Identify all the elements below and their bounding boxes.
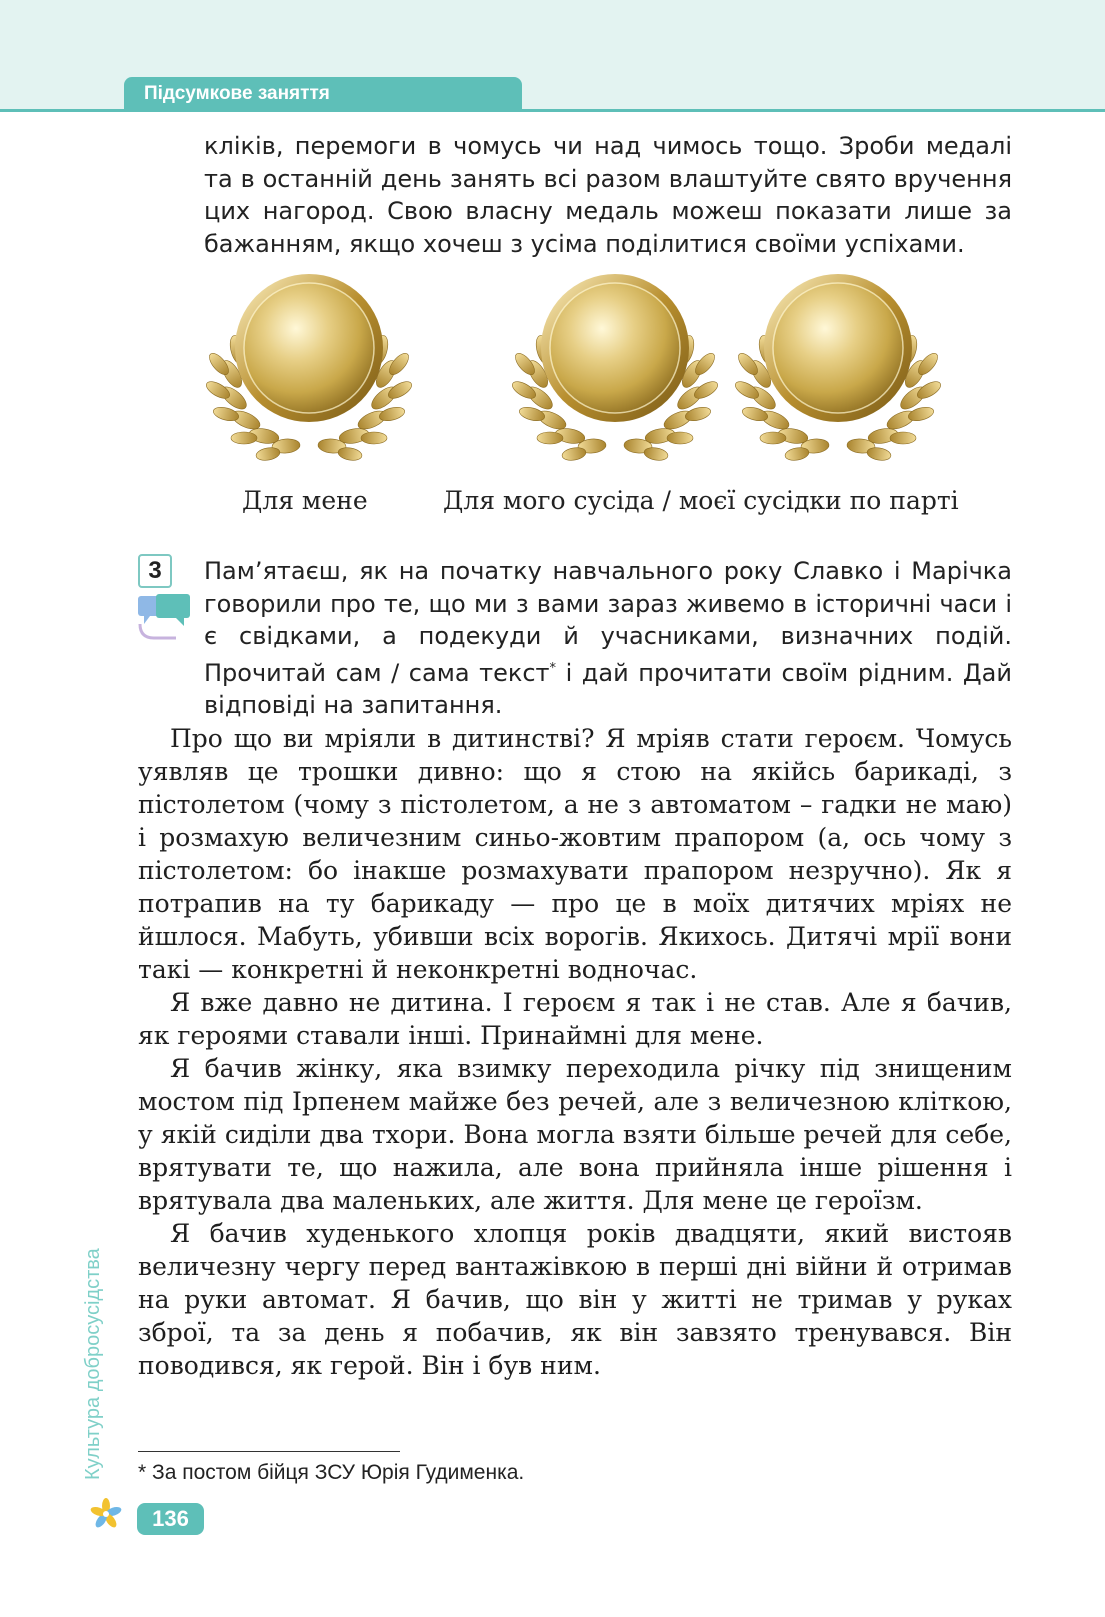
footnote: * За постом бійця ЗСУ Юрія Гудименка.: [138, 1461, 525, 1484]
page-number: 136: [137, 1503, 204, 1535]
book-title-vertical: Культура добросусідства: [82, 1248, 104, 1480]
task-number: 3: [138, 554, 172, 588]
story-paragraph: Про що ви мріяли в дитинстві? Я мріяв стати героєм. Чомусь уявляв це трошки дивно: що я стою на якійсь барикаді, з пістолетом (чому з пістолетом, а не з автоматом – гадки не маю) і розмахую величезним синьо-жовтим прапором (а, ось чому з пістолетом: бо інакше розмахувати прапором незручно). Як я потрапив на ту барикаду — про це в моїх дитячих мріях не йшлося. Мабуть, убивши всіх ворогів. Якихось. Дитячі мрії вони такі — конкретні й неконкретні водночас.: [138, 724, 1012, 984]
medal-for-neighbor-2: [733, 272, 943, 472]
footnote-rule: [138, 1451, 400, 1452]
medal-for-neighbor-1: [510, 272, 720, 472]
medal-for-me: [204, 272, 414, 472]
discussion-icon: [136, 594, 194, 644]
story-paragraph: Я бачив жінку, яка взимку переходила річку під знищеним мостом під Ірпенем майже без речей, але з величезною кліткою, у якій сиділи два тхори. Вона могла взяти більше речей для себе, врятувати те, що нажила, але вона прийняла інше рішення і врятувала два маленьких, але життя. Для мене це героїзм.: [138, 1054, 1012, 1215]
footnote-mark: *: [549, 660, 557, 676]
medal-caption-neighbor: Для мого сусіда / моєї сусідки по парті: [443, 486, 959, 515]
flower-icon: [90, 1498, 122, 1530]
story-paragraph: Я вже давно не дитина. І героєм я так і не став. Але я бачив, як героями ставали інші. Принаймні для мене.: [138, 988, 1012, 1050]
medal-caption-me: Для мене: [242, 486, 368, 515]
task-instruction: Пам’ятаєш, як на початку навчального року Славко і Марічка говорили про те, що ми з вами зараз живемо в історичні часи і є свідками, а подекуди й учасниками, визначних подій. Прочитай сам / сама текст* і дай прочитати своїм рідним. Дай відповіді на запитання.: [204, 557, 1012, 719]
story-text: [138, 722, 1012, 1382]
section-title: Підсумкове заняття: [124, 77, 522, 111]
intro-paragraph: кліків, перемоги в чомусь чи над чимось тощо. Зроби медалі та в останній день занять всі разом влаштуйте свято вручення цих нагород. Свою власну медаль можеш показати лише за бажанням, якщо хочеш з усіма поділитися своїми успіхами.: [204, 132, 1012, 258]
story-paragraph: Я бачив худенького хлопця років двадцяти, який вистояв величезну чергу перед вантажівкою в перші дні війни й отримав на руки автомат. Я бачив, що він у житті не тримав у руках зброї, та за день я побачив, як він завзято тренувався. Він поводився, як герой. Він і був ним.: [138, 1219, 1012, 1380]
